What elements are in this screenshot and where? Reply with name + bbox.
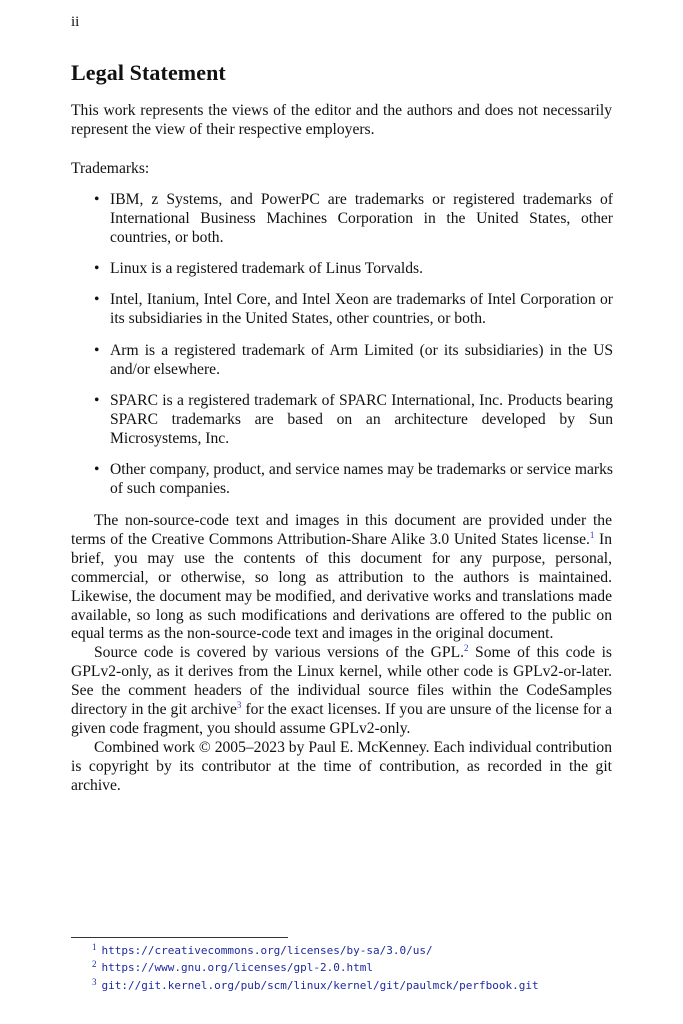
footnote-number: 2 bbox=[92, 959, 97, 969]
list-item bbox=[91, 291, 613, 329]
footnote-link[interactable]: https://creativecommons.org/licenses/by-sa/3.0/us/ bbox=[101, 944, 433, 957]
footnote-number: 1 bbox=[92, 942, 97, 952]
list-item-text: Intel, Itanium, Intel Core, and Intel Xeon are trademarks of Intel Corporation or its subsidiaries in the United States, other countries, or both. bbox=[110, 291, 613, 328]
list-item bbox=[91, 461, 613, 499]
list-item-text: Arm is a registered trademark of Arm Limited (or its subsidiaries) in the US and/or elsewhere. bbox=[110, 341, 613, 378]
list-item-text: SPARC is a registered trademark of SPARC International, Inc. Products bearing SPARC trademarks are based on an architecture developed by Sun Microsystems, Inc. bbox=[110, 391, 613, 447]
list-item-text: IBM, z Systems, and PowerPC are trademarks or registered trademarks of International Business Machines Corporation in the United States, other countries, or both. bbox=[110, 191, 613, 246]
source-text-b: Some of this code is GPLv2-only, as it derives from the Linux kernel, while other code is GPLv2-or-later. See the comment headers of the individual source files within the CodeSamples directory in the git archive bbox=[71, 644, 612, 719]
page-title: Legal Statement bbox=[71, 60, 226, 85]
source-text-c: for the exact licenses. If you are unsure of the license for a given code fragment, you should assume GPLv2-only. bbox=[71, 701, 612, 737]
license-paragraph bbox=[71, 512, 612, 644]
bullet-icon: • bbox=[94, 391, 100, 409]
footnote-number: 3 bbox=[92, 977, 97, 987]
bullet-icon: • bbox=[94, 191, 100, 208]
footnote-2 bbox=[71, 958, 652, 974]
footnote-link[interactable]: git://git.kernel.org/pub/scm/linux/kernel/git/paulmck/perfbook.git bbox=[101, 979, 539, 992]
source-text-a: Source code is covered by various versions of the GPL. bbox=[94, 644, 465, 662]
trademarks-label: Trademarks: bbox=[71, 160, 150, 177]
list-item-text: Linux is a registered trademark of Linus Torvalds. bbox=[110, 260, 424, 278]
footnote-3 bbox=[71, 974, 631, 994]
list-item bbox=[91, 342, 613, 380]
license-text-a: The non-source-code text and images in this document are provided under the terms of the Creative Commons Attribution-Share Alike 3.0 United States license. bbox=[71, 512, 612, 548]
bullet-icon: • bbox=[94, 341, 100, 359]
license-section bbox=[71, 512, 612, 796]
copyright-paragraph: Combined work © 2005–2023 by Paul E. McKenney. Each individual contribution is copyright by its contributor at the time of contribution, as recorded in the git archive. bbox=[71, 738, 612, 794]
footnote-1 bbox=[71, 941, 652, 957]
intro-paragraph: This work represents the views of the editor and the authors and does not necessarily represent the view of their respective employers. bbox=[71, 102, 612, 138]
list-item bbox=[91, 191, 613, 248]
list-item bbox=[91, 392, 613, 449]
license-text-b: In brief, you may use the contents of this document for any purpose, personal, commercial, or otherwise, so long as attribution to the authors is maintained. Likewise, the document may be modified, and derivative works and translations made available, so long as such modifications and derivations are offered to the public on equal terms as the non-source-code text and images in the original document. bbox=[71, 530, 613, 643]
bullet-icon: • bbox=[94, 260, 100, 278]
footnote-ref-1[interactable]: 1 bbox=[589, 529, 595, 540]
trademark-list bbox=[91, 191, 613, 511]
footnote-link[interactable]: https://www.gnu.org/licenses/gpl-2.0.html bbox=[101, 961, 374, 974]
footnote-ref-2[interactable]: 2 bbox=[464, 643, 469, 654]
list-item bbox=[91, 260, 613, 279]
page-number: ii bbox=[71, 14, 80, 30]
list-item-text: Other company, product, and service names may be trademarks or service marks of such companies. bbox=[110, 460, 613, 497]
bullet-icon: • bbox=[94, 291, 100, 309]
footnote-divider bbox=[71, 937, 288, 938]
footnote-ref-3[interactable]: 3 bbox=[236, 700, 242, 711]
bullet-icon: • bbox=[94, 460, 100, 478]
source-code-paragraph bbox=[71, 644, 612, 739]
